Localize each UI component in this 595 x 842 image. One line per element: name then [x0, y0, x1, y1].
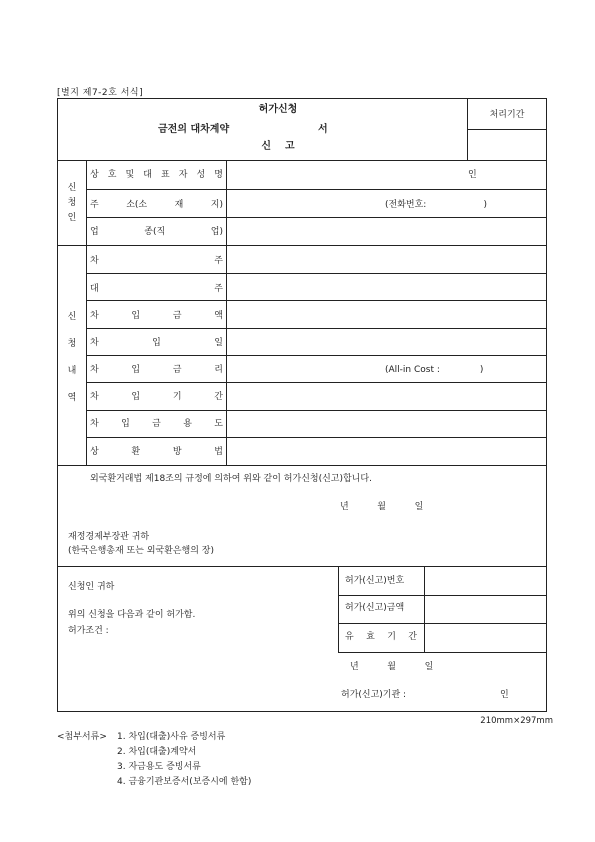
loan-purpose-label: 차 입 금 용 도	[90, 419, 223, 429]
approval-conditions: 허가조건 :	[68, 626, 109, 636]
approval-date: 년 월 일	[350, 662, 434, 672]
title-line3: 신 고	[261, 141, 295, 152]
divider	[58, 245, 546, 246]
divider	[226, 160, 227, 465]
approval-statement: 위의 신청을 다음과 같이 허가함.	[68, 610, 196, 620]
processing-period-label: 처리기간	[489, 110, 525, 120]
attachments	[57, 730, 251, 790]
divider	[86, 160, 87, 465]
divider	[58, 465, 546, 466]
lender-label: 대 주	[90, 284, 223, 294]
permit-amount-label: 허가(신고)금액	[345, 603, 405, 613]
attachment-item: 3. 자금용도 증빙서류	[117, 762, 201, 772]
title-line2-suffix: 서	[318, 124, 328, 135]
divider	[86, 328, 546, 329]
form-number: [별지 제7-2호 서식]	[57, 88, 144, 98]
divider	[86, 300, 546, 301]
divider	[86, 382, 546, 383]
details-group-label: 신 청 내 역	[67, 312, 77, 403]
divider	[338, 652, 546, 653]
divider	[58, 566, 546, 567]
divider	[86, 355, 546, 356]
divider	[424, 566, 425, 652]
divider	[467, 129, 547, 130]
applicant-seal: 인	[468, 170, 477, 180]
declaration-text: 외국환거래법 제18조의 규정에 의하여 위와 같이 허가신청(신고)합니다.	[90, 474, 372, 484]
divider	[58, 160, 546, 161]
loan-date-label: 차 입 일	[90, 338, 223, 348]
loan-amount-label: 차 입 금 액	[90, 311, 223, 321]
repayment-method-label: 상 환 방 법	[90, 447, 223, 457]
permit-authority: 허가(신고)기관 :	[341, 690, 407, 700]
interest-rate-label: 차 입 금 리	[90, 365, 223, 375]
approval-addressee: 신청인 귀하	[68, 582, 115, 592]
title-line1: 허가신청	[258, 104, 298, 115]
validity-period-label: 유 효 기 간	[345, 632, 417, 642]
paper-size: 210mm×297mm	[480, 716, 553, 726]
borrower-label: 차 주	[90, 256, 223, 266]
divider	[86, 410, 546, 411]
authority-seal: 인	[500, 690, 509, 700]
applicant-address-label: 주 소(소 재 지)	[90, 200, 223, 210]
divider	[86, 189, 546, 190]
attachments-label: <첨부서류>	[57, 732, 107, 742]
recipient: 재정경제부장관 귀하	[68, 532, 150, 542]
application-form	[57, 98, 547, 712]
title-line2: 금전의 대차계약	[158, 124, 230, 135]
divider	[86, 273, 546, 274]
attachment-item: 1. 차입(대출)사유 증빙서류	[117, 732, 226, 742]
applicant-name-label: 상 호 및 대 표 자 성 명	[90, 170, 223, 180]
divider	[338, 566, 339, 652]
recipient-note: (한국은행총재 또는 외국환은행의 장)	[68, 546, 215, 556]
applicant-phone: (전화번호: )	[385, 200, 488, 210]
attachment-item: 2. 차입(대출)계약서	[117, 747, 197, 757]
divider	[338, 623, 546, 624]
applicant-group-label: 신청인	[67, 183, 77, 223]
loan-period-label: 차 입 기 간	[90, 392, 223, 402]
applicant-occupation-label: 업 종(직 업)	[90, 227, 223, 237]
divider	[86, 217, 546, 218]
divider	[338, 595, 546, 596]
all-in-cost: (All-in Cost : )	[385, 365, 484, 375]
declaration-date: 년 월 일	[340, 502, 424, 512]
divider	[86, 437, 546, 438]
permit-number-label: 허가(신고)번호	[345, 576, 405, 586]
attachment-item: 4. 금융기관보증서(보증시에 한함)	[117, 777, 252, 787]
